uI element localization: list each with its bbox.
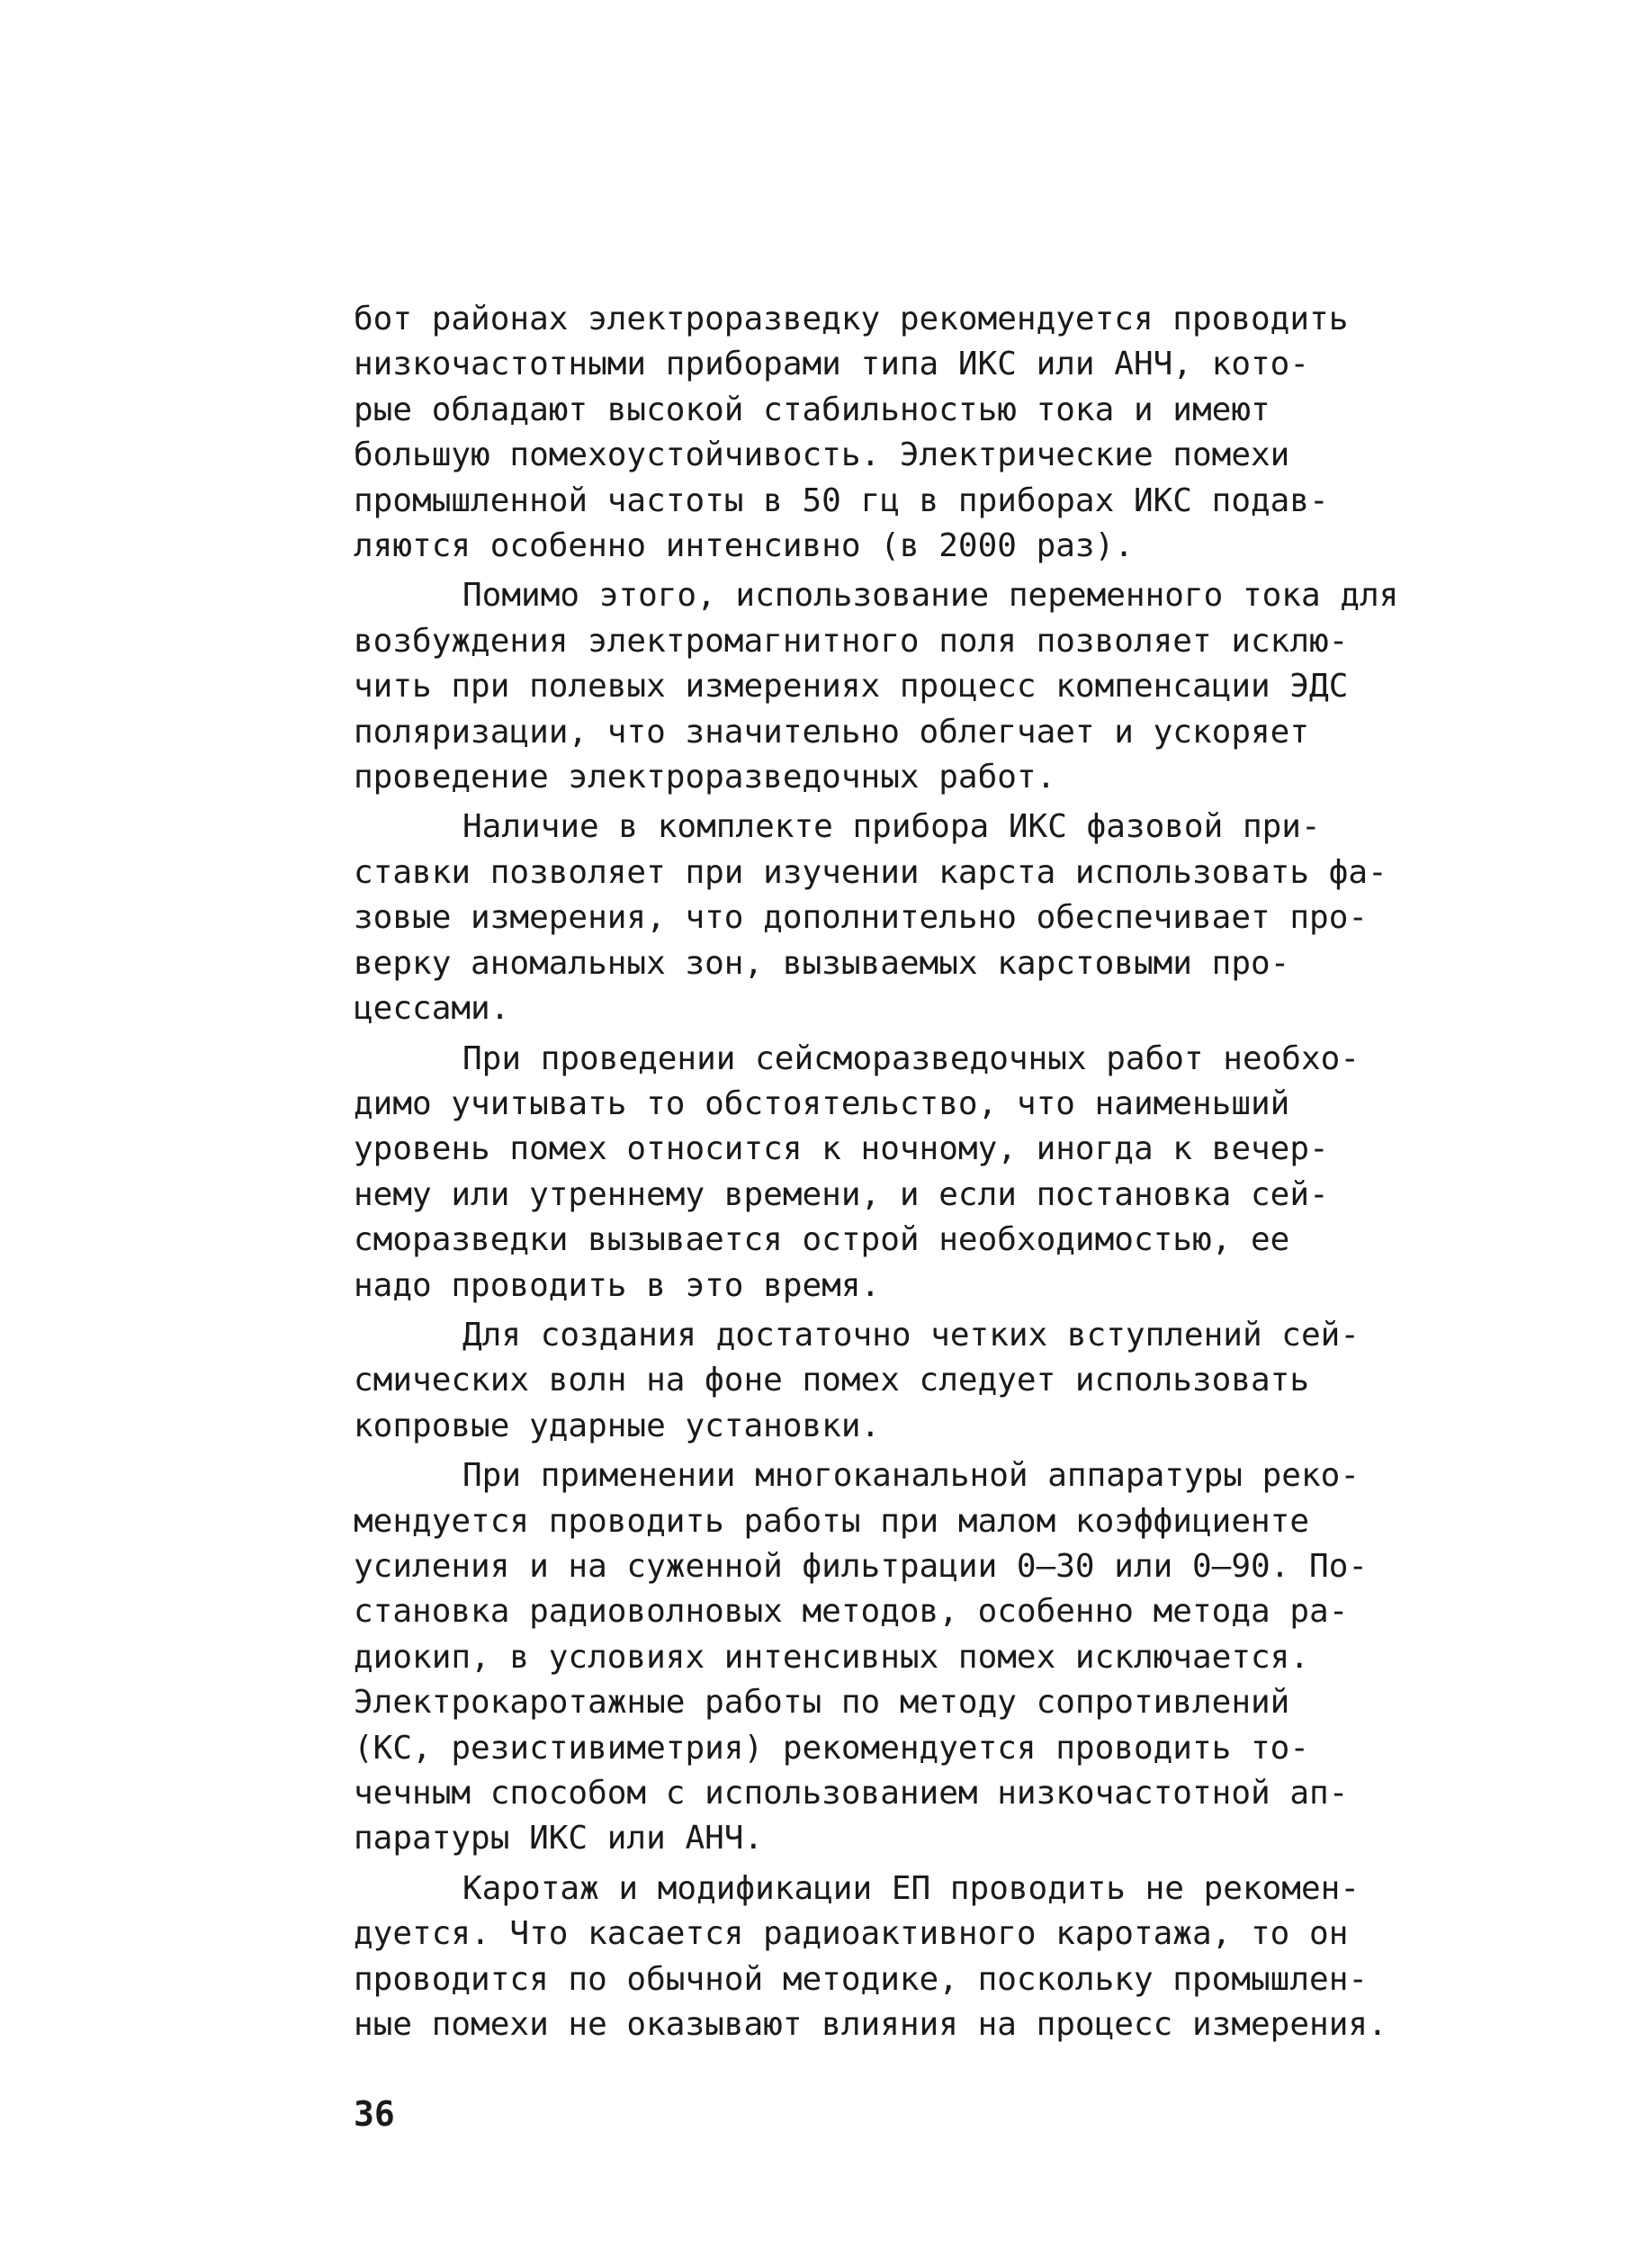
text-line: возбуждения электромагнитного поля позволяет исклю- (354, 622, 1349, 660)
text-line: При проведении сейсморазведочных работ необхо- (462, 1039, 1360, 1077)
text-line: поляризации, что значительно облегчает и ускоряет (354, 713, 1310, 751)
text-line: цессами. (354, 990, 510, 1028)
paragraph (354, 1313, 1541, 1449)
text-line: верку аномальных зон, вызываемых карстовыми про- (354, 944, 1290, 982)
text-line: становка радиоволновых методов, особенно метода ра- (354, 1593, 1349, 1631)
text-line: ставки позволяет при изучении карста использовать фа- (354, 853, 1387, 891)
text-line: димо учитывать то обстоятельство, что наименьший (354, 1084, 1290, 1122)
text-line: нему или утреннему времени, и если постановка сей- (354, 1175, 1329, 1213)
text-line: диокип, в условиях интенсивных помех исключается. (354, 1638, 1310, 1676)
text-line: промышленной частоты в 50 гц в приборах ИКС подав- (354, 481, 1329, 519)
text-line: дуется. Что касается радиоактивного каротажа, то он (354, 1915, 1349, 1953)
text-line: Наличие в комплекте прибора ИКС фазовой при- (462, 808, 1321, 846)
page-number: 36 (354, 2094, 395, 2134)
text-line: надо проводить в это время. (354, 1266, 881, 1304)
text-line: рые обладают высокой стабильностью тока и имеют (354, 391, 1270, 428)
text-line: (КС, резистивиметрия) рекомендуется проводить то- (354, 1729, 1310, 1767)
text-line: большую помехоустойчивость. Электрические помехи (354, 436, 1290, 474)
text-line: ные помехи не оказывают влияния на процесс измерения. (354, 2006, 1387, 2044)
text-line: проведение электроразведочных работ. (354, 759, 1056, 796)
paragraph (354, 297, 1541, 569)
text-line: усиления и на суженной фильтрации 0–30 или 0–90. По- (354, 1547, 1369, 1585)
text-line: копровые ударные установки. (354, 1407, 881, 1444)
paragraph (354, 1867, 1541, 2048)
text-line: чить при полевых измерениях процесс компенсации ЭДС (354, 668, 1349, 706)
paragraph (354, 1453, 1541, 1862)
text-line: проводится по обычной методике, поскольку промышлен- (354, 1960, 1369, 1998)
text-line: Для создания достаточно четких вступлений сей- (462, 1316, 1360, 1354)
paragraph (354, 1037, 1541, 1309)
body-text (354, 297, 1541, 2052)
paragraph (354, 573, 1541, 800)
text-line: паратуры ИКС или АНЧ. (354, 1820, 764, 1858)
text-line: При применении многоканальной аппаратуры реко- (462, 1457, 1360, 1495)
text-line: сморазведки вызывается острой необходимостью, ее (354, 1221, 1290, 1259)
text-line: чечным способом с использованием низкочастотной ап- (354, 1775, 1349, 1812)
text-line: Электрокаротажные работы по методу сопротивлений (354, 1684, 1290, 1722)
text-line: бот районах электроразведку рекомендуется проводить (354, 301, 1349, 337)
text-line: Каротаж и модификации ЕП проводить не рекомен- (462, 1869, 1360, 1907)
text-line: Помимо этого, использование переменного тока для (462, 577, 1399, 615)
text-line: низкочастотными приборами типа ИКС или АНЧ, кото- (354, 346, 1310, 383)
paragraph (354, 805, 1541, 1031)
text-line: зовые измерения, что дополнительно обеспечивает про- (354, 899, 1369, 937)
text-line: смических волн на фоне помех следует использовать (354, 1362, 1310, 1399)
text-line: уровень помех относится к ночному, иногда к вечер- (354, 1130, 1329, 1168)
text-line: мендуется проводить работы при малом коэффициенте (354, 1502, 1310, 1540)
text-line: ляются особенно интенсивно (в 2000 раз). (354, 527, 1134, 565)
